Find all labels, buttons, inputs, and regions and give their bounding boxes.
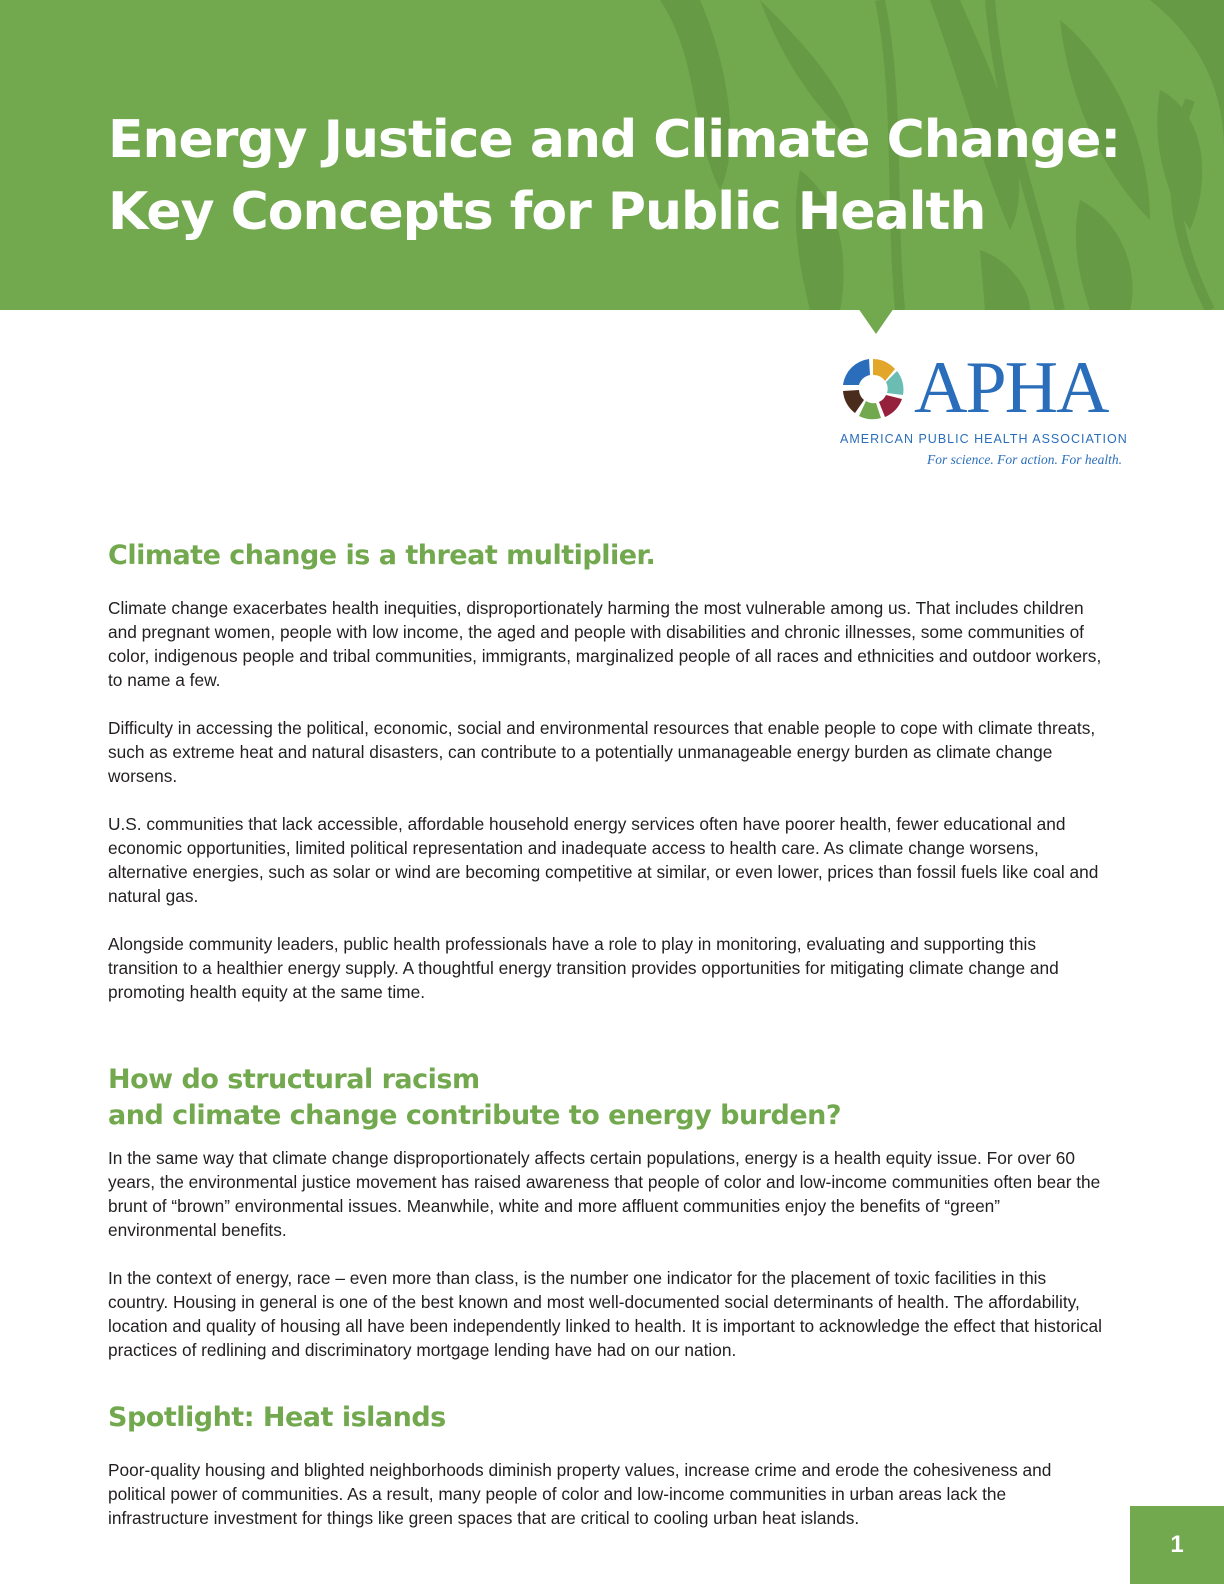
section-heading-structural-racism [108, 1062, 1108, 1134]
paragraph: U.S. communities that lack accessible, affordable household energy services often have poorer health, fewer educational and economic opportunities, limited political representation and inadequate access to health care. As climate change worsens, alternative energies, such as solar or wind are becoming competitive at similar, or even lower, prices than fossil fuels like coal and natural gas. [108, 814, 1099, 906]
apha-logo [840, 347, 1130, 480]
header-banner [0, 0, 1224, 310]
apha-pinwheel-icon [840, 356, 906, 422]
section-heading-heat-islands: Spotlight: Heat islands [108, 1402, 446, 1433]
heading-line-2: and climate change contribute to energy burden? [108, 1100, 842, 1131]
paragraph: In the context of energy, race – even more than class, is the number one indicator for the placement of toxic facilities in this country. Housing in general is one of the best known and most well-documented social determinants of health. The affordability, location and quality of housing all have been independently linked to health. It is important to acknowledge the effect that historical practices of redlining and discriminatory mortgage lending have had on our nation. [108, 1268, 1103, 1360]
page-title [108, 104, 1120, 248]
paragraph: Difficulty in accessing the political, economic, social and environmental resources that enable people to cope with climate threats, such as extreme heat and natural disasters, can contribute to a potentially unmanageable energy burden as climate change worsens. [108, 718, 1096, 786]
organization-name: AMERICAN PUBLIC HEALTH ASSOCIATION [840, 432, 1128, 446]
organization-tagline: For science. For action. For health. [927, 452, 1122, 467]
paragraph: Poor-quality housing and blighted neighborhoods diminish property values, increase crime and erode the cohesiveness and political power of communities. As a result, many people of color and low-income communities in urban areas lack the infrastructure investment for things like green spaces that are critical to cooling urban heat islands. [108, 1460, 1052, 1528]
title-line-1: Energy Justice and Climate Change: [108, 110, 1121, 170]
paragraph: In the same way that climate change disproportionately affects certain populations, energy is a health equity issue. For over 60 years, the environmental justice movement has raised awareness that people of color and low-income communities often bear the brunt of “brown” environmental issues. Meanwhile, white and more affluent communities enjoy the benefits of “green” environmental benefits. [108, 1148, 1101, 1240]
paragraph: Alongside community leaders, public health professionals have a role to play in monitoring, evaluating and supporting this transition to a healthier energy supply. A thoughtful energy transition provides opportunities for mitigating climate change and promoting health equity at the same time. [108, 934, 1059, 1002]
apha-wordmark: APHA [914, 347, 1108, 429]
page-number: 1 [1130, 1506, 1224, 1584]
section-heading-threat-multiplier: Climate change is a threat multiplier. [108, 540, 656, 571]
banner-pointer-notch [858, 308, 894, 334]
heading-line-1: How do structural racism [108, 1064, 480, 1095]
title-line-2: Key Concepts for Public Health [108, 182, 986, 242]
main-content [108, 538, 1108, 1530]
paragraph: Climate change exacerbates health inequities, disproportionately harming the most vulnerable among us. That includes children and pregnant women, people with low income, the aged and people with disabilities and chronic illnesses, some communities of color, indigenous people and tribal communities, immigrants, marginalized people of all races and ethnicities and outdoor workers, to name a few. [108, 598, 1102, 690]
